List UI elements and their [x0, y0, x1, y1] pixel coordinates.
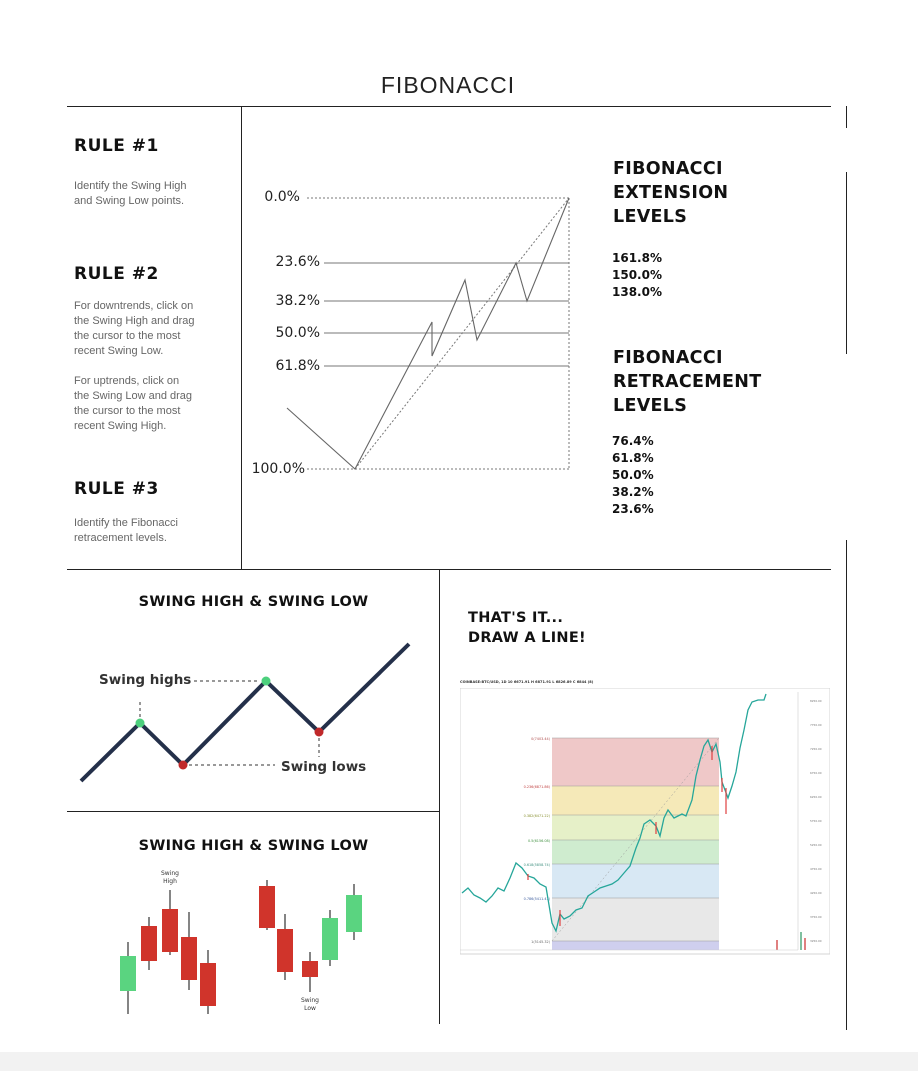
fib-zone-618 [552, 864, 719, 898]
swing-high-dot-1 [136, 719, 145, 728]
fib-zone-0 [552, 738, 719, 786]
swing-low-dot-2 [315, 728, 324, 737]
svg-text:5750.00: 5750.00 [810, 819, 822, 823]
fib-zone-5 [552, 840, 719, 864]
rule-3-heading: RULE #3 [74, 479, 159, 499]
candle-bearish [259, 886, 275, 928]
fib-zone-1 [552, 941, 719, 950]
extension-values: 161.8% 150.0% 138.0% [612, 251, 662, 299]
page-title: FIBONACCI [380, 72, 516, 98]
fib-label-236: 0.236(6871.86) [523, 785, 550, 789]
chart-header-text: COINBASE:BTC/USD, 1D 10 6671.91 H 6871.91 L 6826.89 C 6844 (8) [460, 680, 594, 684]
candle-swing-high [162, 909, 178, 952]
svg-text:6250.00: 6250.00 [810, 795, 822, 799]
swing-zigzag-diagram [68, 620, 439, 810]
rule-2-text: For downtrends, click on the Swing High and drag the cursor to the most recent Swing Low. For uptrends, click on the Swing Low and drag the cursor to the most recent Swing High. [74, 300, 195, 432]
candle-bearish [181, 937, 197, 980]
right-edge-mark-2 [846, 172, 847, 354]
fib-label-618: 0.618(5858.74) [523, 863, 550, 867]
svg-text:7750.00: 7750.00 [810, 723, 822, 727]
svg-text:7250.00: 7250.00 [810, 747, 822, 751]
bottom-left-divider [67, 811, 439, 812]
page-footer-band [0, 1052, 918, 1071]
fib-zone-786 [552, 898, 719, 941]
rules-column [74, 0, 234, 569]
level-label-618: 61.8% [275, 358, 320, 374]
retracement-heading: FIBONACCI RETRACEMENT LEVELS [613, 348, 762, 416]
rule-1-text: Identify the Swing High and Swing Low points. [74, 180, 187, 207]
swing-low-candle-label: Swing Low [301, 997, 319, 1012]
fib-label-1: 1(5145.32) [531, 940, 550, 944]
svg-text:5250.00: 5250.00 [810, 843, 822, 847]
swing-lows-label: Swing lows [281, 759, 367, 775]
swing-high-dot-2 [262, 677, 271, 686]
right-edge-mark-1 [846, 106, 847, 128]
swing-low-dot-1 [179, 761, 188, 770]
rule-2-heading: RULE #2 [74, 264, 159, 284]
level-label-50: 50.0% [275, 325, 320, 341]
level-label-100: 100.0% [251, 461, 305, 477]
candlestick-diagram [68, 862, 439, 1024]
bottom-center-divider [439, 569, 440, 1024]
candle-bullish [120, 956, 136, 991]
candle-bullish [322, 918, 338, 960]
svg-text:8250.00: 8250.00 [810, 699, 822, 703]
level-label-236: 23.6% [275, 254, 320, 270]
middle-divider [67, 569, 831, 570]
svg-text:6750.00: 6750.00 [810, 771, 822, 775]
level-label-0: 0.0% [264, 189, 300, 205]
swing-highs-label: Swing highs [99, 672, 192, 688]
swing-panel-1-heading: SWING HIGH & SWING LOW [138, 594, 369, 610]
svg-text:3250.00: 3250.00 [810, 939, 822, 943]
candle-bearish [141, 926, 157, 961]
candle-swing-low [302, 961, 318, 977]
svg-text:4250.00: 4250.00 [810, 891, 822, 895]
right-edge-mark-3 [846, 540, 847, 1030]
svg-text:4750.00: 4750.00 [810, 867, 822, 871]
candle-bearish [200, 963, 216, 1006]
fibonacci-retracement-diagram [242, 107, 612, 569]
candle-bullish [346, 895, 362, 932]
candle-bearish [277, 929, 293, 972]
fib-label-0: 0(7403.44) [531, 737, 550, 741]
fib-label-786: 0.786(5411.47) [523, 897, 550, 901]
swing-high-candle-label: Swing High [161, 870, 179, 885]
rule-1-heading: RULE #1 [74, 136, 159, 156]
svg-text:3750.00: 3750.00 [810, 915, 822, 919]
fib-label-382: 0.382(6471.22) [523, 814, 550, 818]
fib-label-5: 0.5(6156.08) [527, 839, 550, 843]
swing-panel-2-heading: SWING HIGH & SWING LOW [138, 838, 369, 854]
level-label-382: 38.2% [275, 293, 320, 309]
draw-line-heading: THAT'S IT... DRAW A LINE! [468, 610, 586, 646]
retracement-values: 76.4% 61.8% 50.0% 38.2% 23.6% [612, 434, 654, 516]
price-chart-thumbnail [460, 688, 830, 960]
extension-heading: FIBONACCI EXTENSION LEVELS [613, 159, 729, 227]
fib-zone-382 [552, 815, 719, 840]
rule-3-text: Identify the Fibonacci retracement levels. [74, 517, 178, 544]
